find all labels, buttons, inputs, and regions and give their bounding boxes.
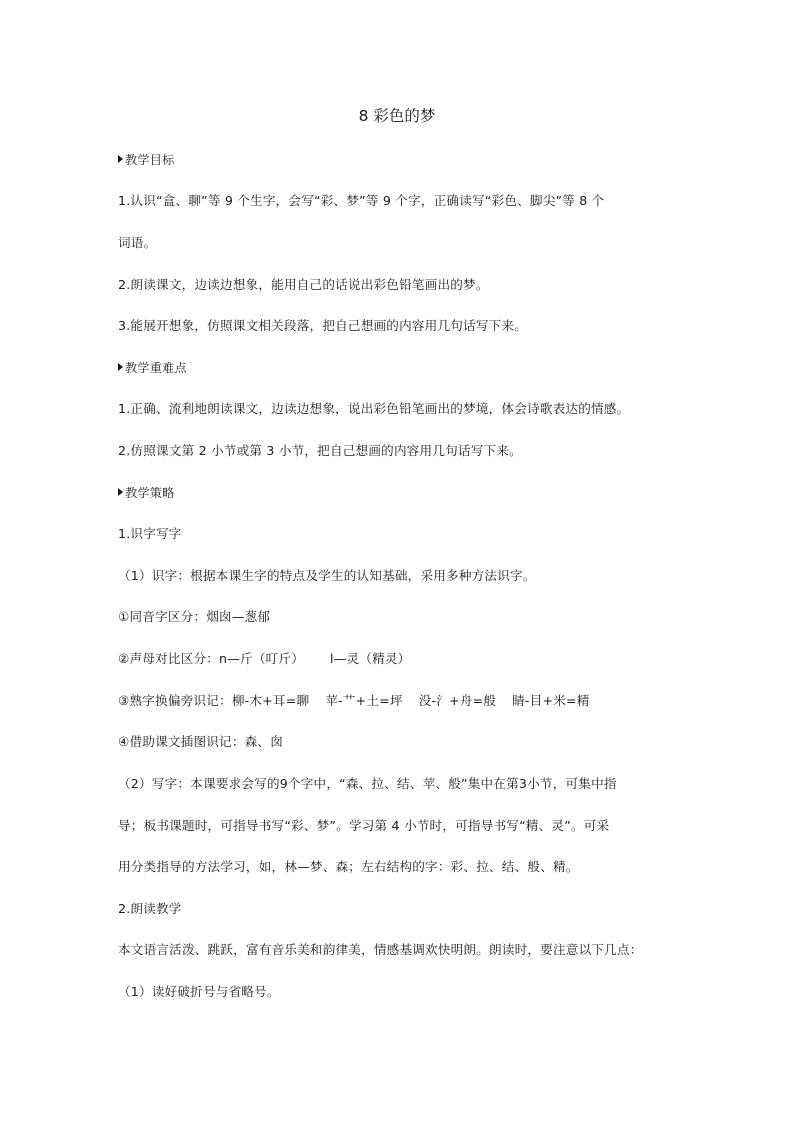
- strategy-sub1-intro: （1）识字：根据本课生字的特点及学生的认知基础，采用多种方法识字。: [118, 568, 536, 583]
- initials-line: [118, 650, 688, 668]
- initials-label: ②声母对比区分：n—斤（叮斤）: [118, 651, 304, 666]
- page-title: 8 彩色的梦: [358, 107, 436, 125]
- heading-text: 教学策略: [125, 486, 175, 500]
- triangle-bullet-icon: [118, 363, 123, 371]
- strategy-sub2-intro: 本文语言活泼、跳跃，富有音乐美和韵律美，情感基调欢快明朗。朗读时，要注意以下几点：: [118, 942, 643, 957]
- triangle-bullet-icon: [118, 488, 123, 496]
- goal-item-3: 3.能展开想象，仿照课文相关段落，把自己想画的内容用几句话写下来。: [118, 318, 528, 333]
- writing-line-2: 导；板书课题时，可指导书写“彩、梦”。学习第 4 小节时，可指导书写“精、灵”。可采: [118, 818, 610, 833]
- radical-2: 苹-艹+土=坪: [325, 693, 403, 708]
- radicals-label: ③熟字换偏旁识记：柳-木+耳=聊: [118, 693, 310, 708]
- radical-4: 睛-目+米=精: [512, 693, 590, 708]
- illustration-line: ④借助课文插图识记：森、囱: [118, 734, 284, 749]
- key-point-item-1: 1.正确、流利地朗读课文，边读边想象，说出彩色铅笔画出的梦境，体会诗歌表达的情感。: [118, 401, 630, 416]
- homophone-line: ①同音字区分：烟囱—葱郁: [118, 609, 271, 624]
- section-heading-strategy: [118, 484, 688, 502]
- initials-second: l—灵（精灵）: [330, 651, 411, 666]
- goal-item-2: 2.朗读课文，边读边想象，能用自己的话说出彩色铅笔画出的梦。: [118, 277, 489, 292]
- writing-line-1: （2）写字：本课要求会写的9个字中，“森、拉、结、苹、般”集中在第3小节，可集中指: [118, 776, 617, 791]
- heading-text: 教学重难点: [125, 361, 187, 375]
- radicals-line: [118, 692, 688, 710]
- strategy-sub2-title: 2.朗读教学: [118, 901, 182, 916]
- heading-text: 教学目标: [125, 153, 175, 167]
- strategy-sub1-title: 1.识字写字: [118, 526, 182, 541]
- strategy-sub2-item1: （1）读好破折号与省略号。: [118, 984, 280, 999]
- triangle-bullet-icon: [118, 155, 123, 163]
- section-heading-key-points: [118, 359, 688, 377]
- section-heading-goals: [118, 151, 688, 169]
- radical-3: 没-氵+舟=般: [418, 693, 497, 708]
- goal-item-1: 1.认识“盒、聊”等 9 个生字，会写“彩、梦”等 9 个字，正确读写“彩色、脚尖”等 8 个: [118, 193, 605, 208]
- writing-line-3: 用分类指导的方法学习，如，林—梦、森；左右结构的字：彩、拉、结、般、精。: [118, 859, 579, 874]
- goal-item-1-cont: 词语。: [118, 235, 157, 250]
- key-point-item-2: 2.仿照课文第 2 小节或第 3 小节，把自己想画的内容用几句话写下来。: [118, 443, 522, 458]
